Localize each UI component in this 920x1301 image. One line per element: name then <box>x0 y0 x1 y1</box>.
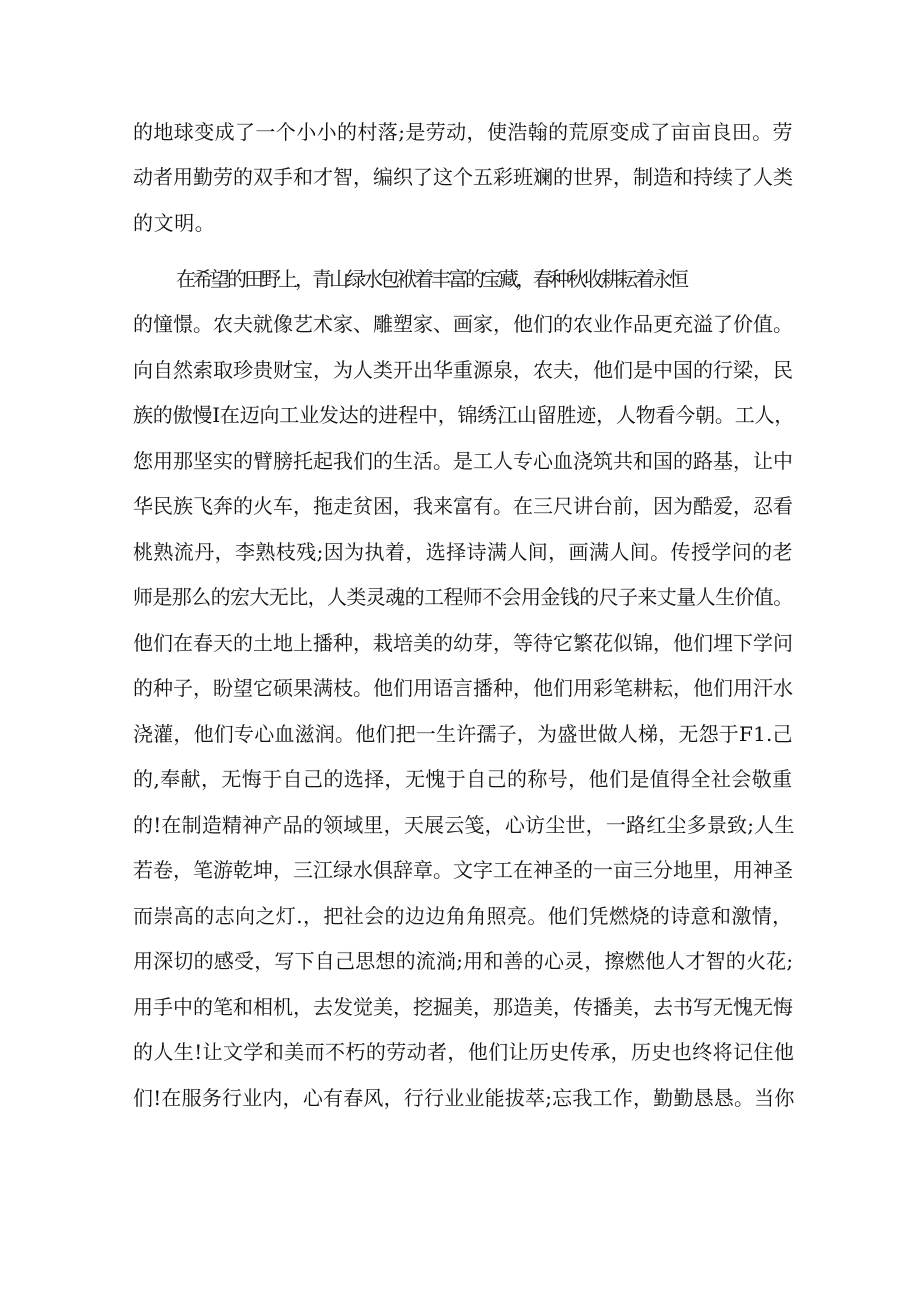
text-line: 的!在制造精神产品的领域里，天展云笺，心访尘世，一路红尘多景致;人生 <box>133 813 795 837</box>
text-line: 族的傲慢I在迈向工业发达的进程中，锦绣江山留胜迹，人物看今朝。工人， <box>133 403 795 427</box>
text-line: 的人生!让文学和美而不朽的劳动者，他们让历史传承，历史也终将记住他 <box>133 1040 795 1064</box>
text-line: 您用那坚实的臂膀托起我们的生活。是工人专心血浇筑共和国的路基，让中 <box>133 449 793 473</box>
text-line: 的地球变成了一个小小的村落;是劳动，使浩翰的荒原变成了亩亩良田。劳 <box>133 120 793 144</box>
text-line: 桃熟流丹，李熟枝残;因为执着，选择诗满人间，画满人间。传授学问的老 <box>133 540 793 564</box>
text-line: 动者用勤劳的双手和才智，编织了这个五彩班斓的世界，制造和持续了人类 <box>133 165 793 189</box>
text-line: 的憧憬。农夫就像艺术家、雕塑家、画家，他们的农业作品更充溢了价值。 <box>133 312 793 336</box>
text-line: 们!在服务行业内，心有春风，行行业业能拔萃;忘我工作，勤勤恳恳。当你 <box>133 1086 795 1110</box>
text-line: 他们在春天的土地上播种，栽培美的幼芽，等待它繁花似锦，他们埋下学问 <box>133 631 793 655</box>
text-line: 向自然索取珍贵财宝，为人类开出华重源泉，农夫，他们是中国的行梁，民 <box>133 358 793 382</box>
paragraph-first-line: 在希望的田野上，青山绿水包袱着丰富的宝藏，春种秋收耕耘着永恒 <box>176 267 686 291</box>
text-line: 而崇高的志向之灯.，把社会的边边角角照亮。他们凭燃烧的诗意和激情， <box>133 904 793 928</box>
text-line: 的文明。 <box>133 211 216 235</box>
text-line: 华民族飞奔的火车，拖走贫困，我来富有。在三尺讲台前，因为酷爱，忍看 <box>133 494 793 518</box>
text-line: 浇灌，他们专心血滋润。他们把一生许孺子，为盛世做人梯，无怨于F1.己 <box>133 722 793 746</box>
text-line: 用深切的感受，写下自己思想的流淌;用和善的心灵，擦燃他人才智的火花; <box>133 949 794 973</box>
text-line: 的,奉献，无悔于自己的选择，无愧于自己的称号，他们是值得全社会敬重 <box>133 767 793 791</box>
text-line: 师是那么的宏大无比，人类灵魂的工程师不会用金钱的尺子来丈量人生价值。 <box>133 585 793 609</box>
text-line: 若卷，笔游乾坤，三江绿水俱辞章。文字工在神圣的一亩三分地里，用神圣 <box>133 858 793 882</box>
text-line: 用手中的笔和相机，去发觉美，挖掘美，那造美，传播美，去书写无愧无悔 <box>133 995 793 1019</box>
text-line: 的种子，盼望它硕果满枝。他们用语言播种，他们用彩笔耕耘，他们用汗水 <box>133 676 793 700</box>
